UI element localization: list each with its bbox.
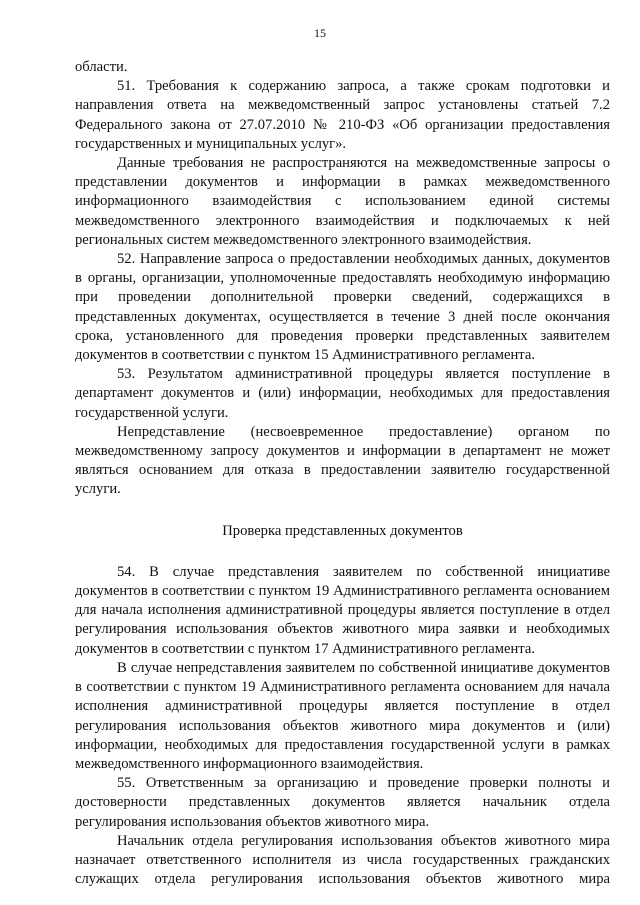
paragraph-53: 53. Результатом административной процедуры является поступление в департамент документов и (или) информации, необходимых для предоставления государственной услуги. bbox=[75, 366, 610, 421]
section-heading: Проверка представленных документов bbox=[222, 522, 463, 539]
paragraph-55-note: Начальник отдела регулирования использования объектов животного мира назначает ответственного исполнителя из числа государственных гражданских служащих отдела регулирования использования объектов животного мира bbox=[75, 832, 610, 888]
paragraph-54-note: В случае непредставления заявителем по собственной инициативе документов в соответствии с пунктом 19 Административного регламента основанием для начала исполнения административной процедуры является поступление в отдел регулирования использования объектов животного мира документов и (или) информации, необходимых для предоставления государственной услуги в рамках межведомственного информационного взаимодействия. bbox=[75, 659, 610, 772]
paragraph-54: 54. В случае представления заявителем по собственной инициативе документов в соответствии с пунктом 19 Административного регламента основанием для начала исполнения административной процедуры является поступление в отдел регулирования использования объектов животного мира заявки и необходимых документов в соответствии с пунктом 17 Административного регламента. bbox=[75, 563, 610, 657]
paragraph-55: 55. Ответственным за организацию и проведение проверки полноты и достоверности представленных документов является начальник отдела регулирования использования объектов животного мира. bbox=[75, 775, 610, 830]
document-body bbox=[75, 58, 610, 889]
paragraph-51: 51. Требования к содержанию запроса, а также срокам подготовки и направления ответа на межведомственный запрос установлены статьей 7.2 Федерального закона от 27.07.2010 № 210-ФЗ «Об организации предоставления государственных и муниципальных услуг». bbox=[75, 78, 610, 152]
paragraph-53-note: Непредставление (несвоевременное предоставление) органом по межведомственному запросу документов и информации в департамент не может являться основанием для отказа в предоставлении заявителю государственной услуги. bbox=[75, 423, 610, 498]
paragraph-51-note: Данные требования не распространяются на межведомственные запросы о представлении документов и информации в рамках межведомственного информационного взаимодействия с использованием единой системы межведомственного электронного взаимодействия и подключаемых к ней региональных систем межведомственного электронного взаимодействия. bbox=[75, 155, 610, 248]
page-number: 15 bbox=[314, 26, 326, 40]
paragraph-52: 52. Направление запроса о предоставлении необходимых данных, документов в органы, организации, уполномоченные предоставлять необходимую информацию при проведении дополнительной проверки сведений, содержащихся в представленных документах, осуществляется в течение 3 дней после окончания срока, установленного для проведения проверки представленных заявителем документов в соответствии с пунктом 15 Административного регламента. bbox=[75, 251, 610, 364]
paragraph-continuation: области. bbox=[75, 59, 128, 75]
